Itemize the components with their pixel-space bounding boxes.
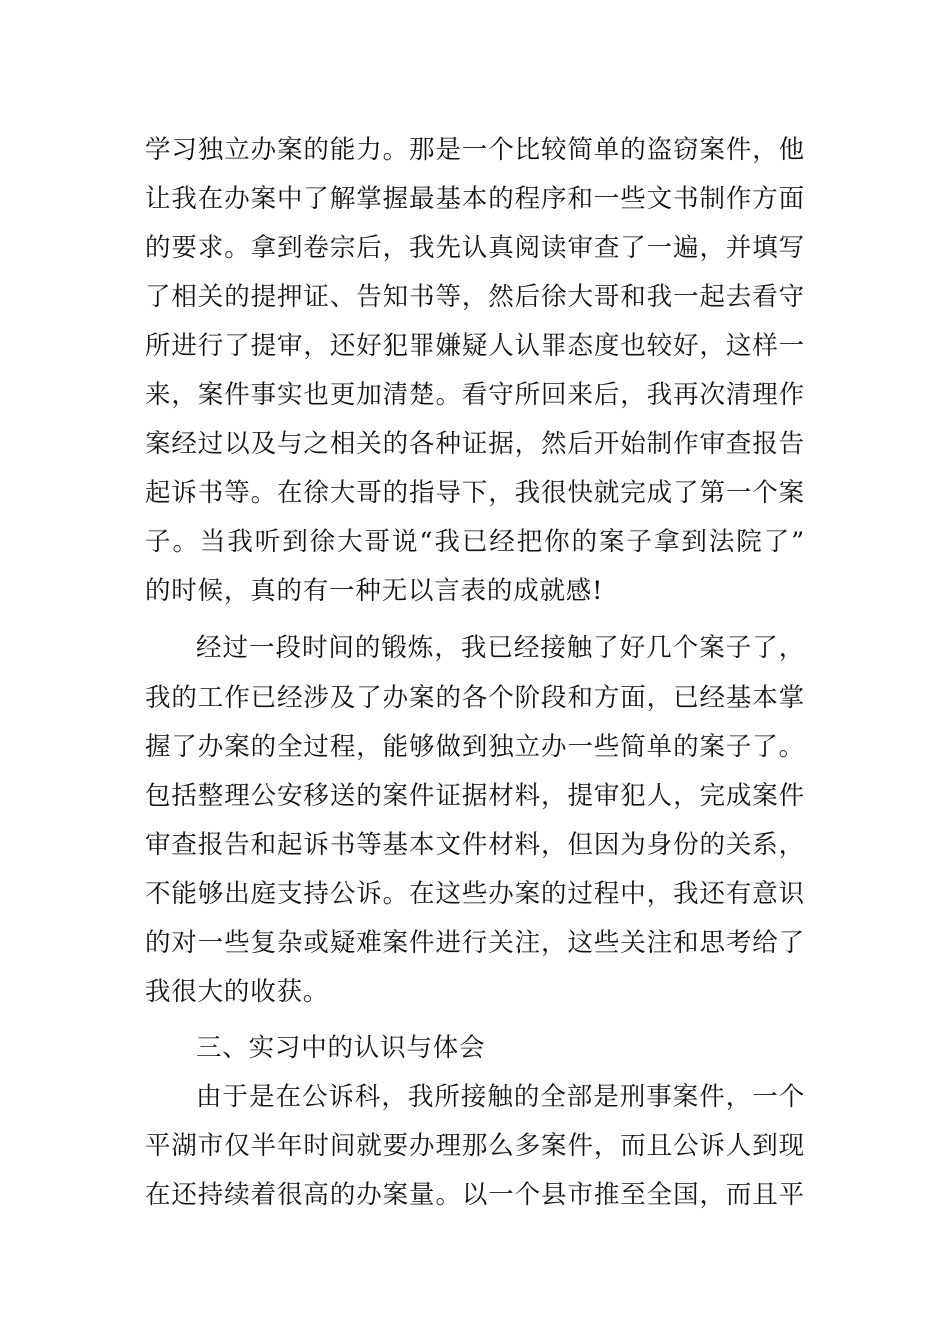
paragraph-first-line: 经过一段时间的锻炼，我已经接触了好几个案子了，: [196, 633, 805, 663]
text-line: 起诉书等。在徐大哥的指导下，我很快就完成了第一个案: [145, 478, 805, 508]
text-line: 包括整理公安移送的案件证据材料，提审犯人，完成案件: [145, 781, 805, 811]
text-line: 让我在办案中了解掌握最基本的程序和一些文书制作方面: [145, 184, 805, 214]
paragraph-first-line: 由于是在公诉科，我所接触的全部是刑事案件，一个: [196, 1082, 805, 1112]
text-line: 的时候，真的有一种无以言表的成就感!: [145, 576, 604, 606]
text-line: 的对一些复杂或疑难案件进行关注，这些关注和思考给了: [145, 928, 805, 958]
section-heading: 三、实习中的认识与体会: [196, 1033, 486, 1063]
text-line: 子。当我听到徐大哥说“我已经把你的案子拿到法院了”: [145, 527, 805, 557]
text-line: 我很大的收获。: [145, 977, 330, 1007]
text-line: 握了办案的全过程，能够做到独立办一些简单的案子了。: [145, 732, 805, 762]
text-line: 了相关的提押证、告知书等，然后徐大哥和我一起去看守: [145, 282, 805, 312]
text-line: 所进行了提审，还好犯罪嫌疑人认罪态度也较好，这样一: [145, 331, 805, 361]
text-line: 审查报告和起诉书等基本文件材料，但因为身份的关系，: [145, 830, 805, 860]
text-line: 案经过以及与之相关的各种证据，然后开始制作审查报告: [145, 429, 805, 459]
text-line: 的要求。拿到卷宗后，我先认真阅读审查了一遍，并填写: [145, 233, 805, 263]
text-line: 在还持续着很高的办案量。以一个县市推至全国，而且平: [145, 1180, 805, 1210]
text-line: 学习独立办案的能力。那是一个比较简单的盗窃案件，他: [145, 135, 805, 165]
text-line: 来，案件事实也更加清楚。看守所回来后，我再次清理作: [145, 380, 805, 410]
text-line: 不能够出庭支持公诉。在这些办案的过程中，我还有意识: [145, 879, 805, 909]
text-line: 平湖市仅半年时间就要办理那么多案件，而且公诉人到现: [145, 1131, 805, 1161]
text-line: 我的工作已经涉及了办案的各个阶段和方面，已经基本掌: [145, 683, 805, 713]
